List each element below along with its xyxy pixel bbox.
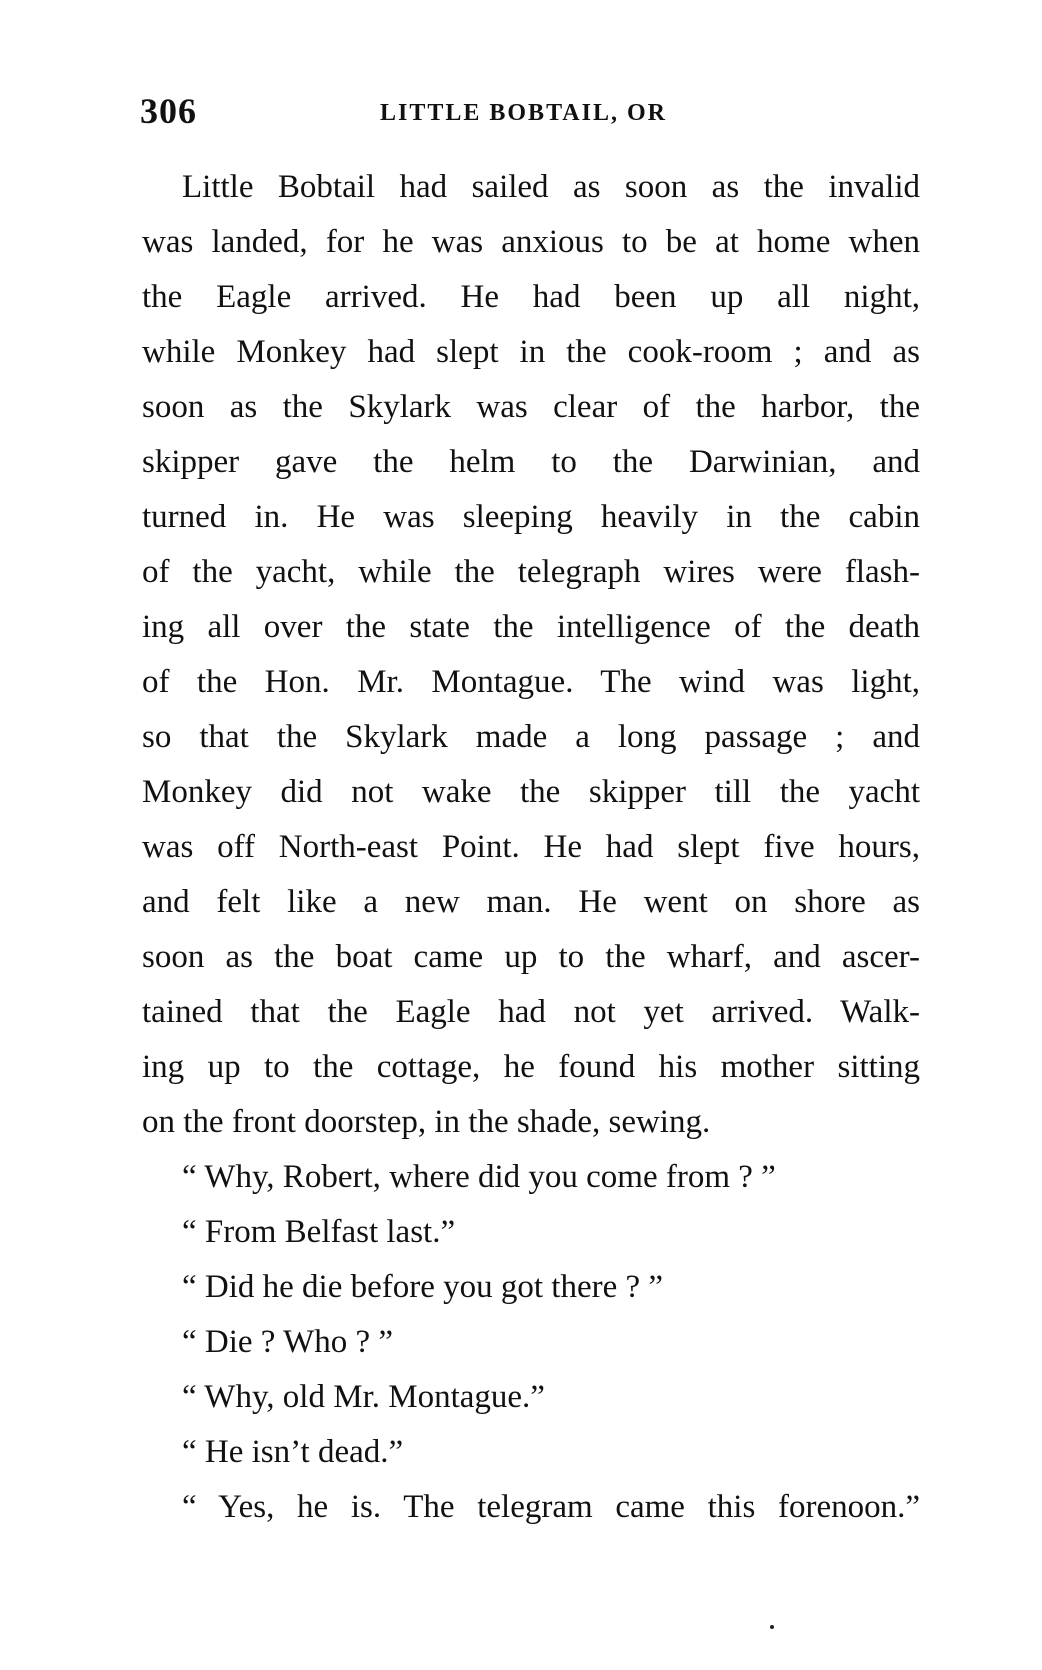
paragraph-line: skipper gave the helm to the Darwinian, and [142,444,920,480]
running-head [140,90,920,140]
paragraph-line: was landed, for he was anxious to be at home when [142,224,920,260]
paragraph-line: Little Bobtail had sailed as soon as the invalid [182,169,920,205]
dialogue-line: “ Did he die before you got there ? ” [182,1269,664,1305]
paragraph-line: while Monkey had slept in the cook-room ; and as [142,334,920,370]
dialogue-line: “ He isn’t dead.” [182,1434,404,1470]
paragraph-line: soon as the boat came up to the wharf, and ascer- [142,939,920,975]
paragraph-line: the Eagle arrived. He had been up all night, [142,279,920,315]
paragraph-line: ing up to the cottage, he found his mother sitting [142,1049,920,1085]
dialogue-line: “ Why, Robert, where did you come from ? ” [182,1159,776,1195]
running-title: LITTLE BOBTAIL, OR [380,100,667,126]
paragraph-line: tained that the Eagle had not yet arrived. Walk- [142,994,920,1030]
page-number: 306 [140,91,197,131]
paragraph-line: of the yacht, while the telegraph wires were flash- [142,554,920,590]
dialogue-line: “ Yes, he is. The telegram came this forenoon.” [182,1489,920,1525]
ink-speck [770,1625,774,1629]
paragraph-line: and felt like a new man. He went on shore as [142,884,920,920]
paragraph-line: turned in. He was sleeping heavily in the cabin [142,499,920,535]
paragraph-line: on the front doorstep, in the shade, sewing. [142,1104,711,1140]
dialogue-line: “ Why, old Mr. Montague.” [182,1379,545,1415]
paragraph-line: was off North-east Point. He had slept five hours, [142,829,920,865]
dialogue-line: “ Die ? Who ? ” [182,1324,394,1360]
paragraph-line: soon as the Skylark was clear of the harbor, the [142,389,920,425]
dialogue-line: “ From Belfast last.” [182,1214,456,1250]
paragraph-line: so that the Skylark made a long passage ; and [142,719,920,755]
paragraph-line: of the Hon. Mr. Montague. The wind was light, [142,664,920,700]
paragraph-line: Monkey did not wake the skipper till the yacht [142,774,920,810]
paragraph-line: ing all over the state the intelligence of the death [142,609,920,645]
body-text [142,160,920,1535]
